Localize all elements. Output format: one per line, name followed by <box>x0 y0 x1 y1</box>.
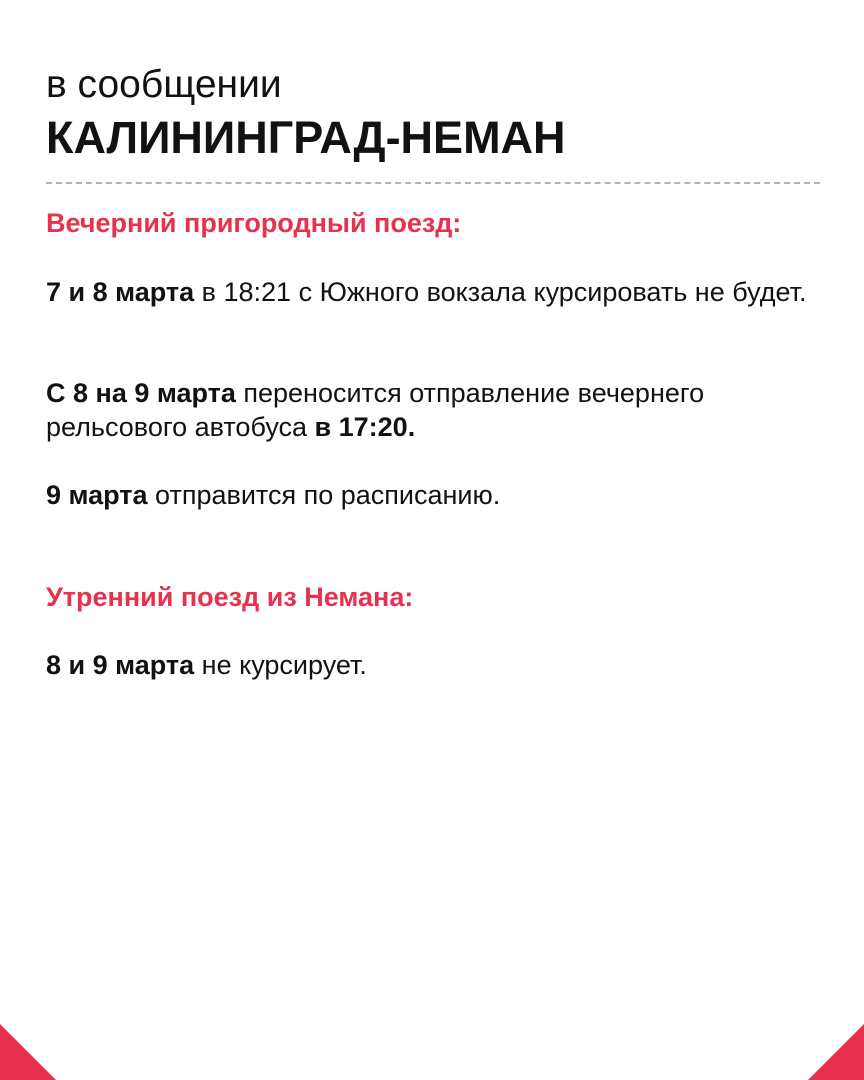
paragraph-text: не курсирует. <box>194 650 367 680</box>
date-highlight: С 8 на 9 марта <box>46 378 236 408</box>
page-title: КАЛИНИНГРАД-НЕМАН <box>46 112 566 163</box>
section-heading-evening: Вечерний пригородный поезд: <box>46 208 462 238</box>
date-highlight: 7 и 8 марта <box>46 277 195 307</box>
paragraph-morning <box>46 648 826 682</box>
section-heading-morning: Утренний поезд из Немана: <box>46 582 414 612</box>
time-highlight: в 17:20. <box>314 412 416 442</box>
subtitle: в сообщении <box>46 63 282 106</box>
corner-triangle-left <box>0 1024 56 1080</box>
paragraph-text: отправится по расписанию. <box>147 480 501 510</box>
corner-triangle-right <box>808 1024 864 1080</box>
date-highlight: 9 марта <box>46 480 148 510</box>
paragraph-march-7-8 <box>46 275 826 309</box>
paragraph-march-8-9 <box>46 376 826 444</box>
paragraph-march-9 <box>46 478 826 512</box>
date-highlight: 8 и 9 марта <box>46 650 195 680</box>
dashed-divider <box>46 182 820 184</box>
paragraph-text: переносится отправление вечернего рельсового автобуса <box>46 378 705 442</box>
paragraph-text: в 18:21 с Южного вокзала курсировать не будет. <box>194 277 807 307</box>
